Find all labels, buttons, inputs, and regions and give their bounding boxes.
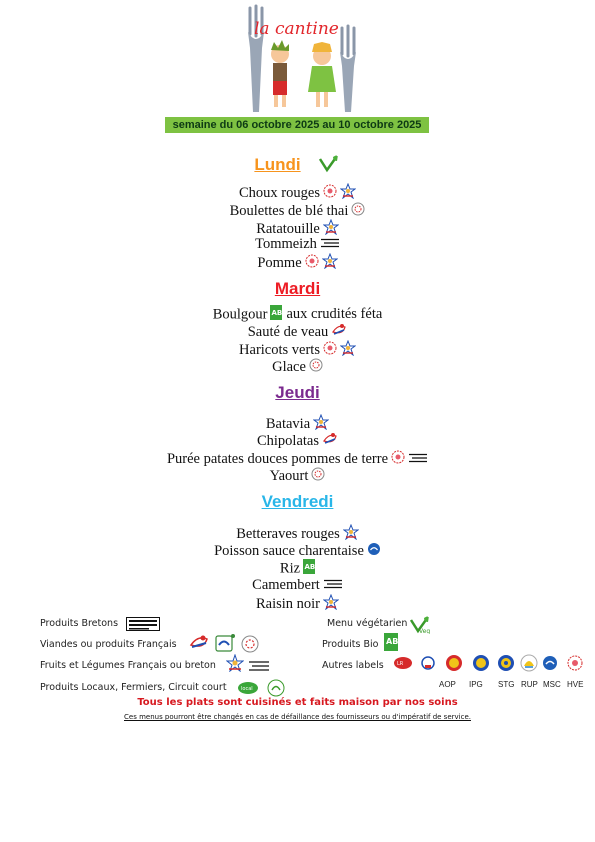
- legend-bio-label: Produits Bio: [322, 639, 379, 650]
- dish-name: Ratatouille: [256, 220, 320, 237]
- dish-name: Raisin noir: [255, 595, 321, 612]
- dish-row: [0, 559, 595, 579]
- legend-fruits-label: Fruits et Légumes Français ou breton: [40, 660, 216, 671]
- svg-text:Veg: Veg: [419, 628, 431, 634]
- breton-products-icon: [408, 451, 428, 468]
- breton-products-icon: [320, 236, 340, 253]
- label-caption: MSC: [543, 680, 561, 689]
- stg-icon: [497, 654, 515, 677]
- legend-autres-label: Autres labels: [322, 660, 384, 671]
- legend-vegetarien-label: Menu végétarien: [327, 618, 408, 629]
- dish-row: [0, 358, 595, 377]
- french-produce-icon: [226, 654, 244, 677]
- day-name: Lundi: [254, 154, 301, 174]
- vegetarian-icon: [317, 153, 341, 178]
- dish-name: Tommeizh: [255, 236, 317, 252]
- french-meat-icon: [322, 432, 338, 451]
- day-heading-lundi: [0, 153, 595, 178]
- label-caption: STG: [498, 680, 515, 689]
- dish-name: Riz: [279, 560, 301, 577]
- dish-name: Haricots verts: [239, 341, 320, 358]
- day-name: Vendredi: [261, 492, 334, 511]
- svg-text:AB: AB: [386, 637, 398, 646]
- vegetarian-icon: [408, 614, 432, 639]
- dish-name: Pomme: [257, 254, 302, 271]
- svg-text:AB: AB: [304, 563, 316, 571]
- dish-row: [0, 236, 595, 253]
- aop-icon: [420, 655, 436, 676]
- dish-row: [0, 577, 595, 594]
- week-banner: semaine du 06 octobre 2025 au 10 octobre 2025: [165, 117, 429, 133]
- svg-text:LR: LR: [397, 661, 404, 667]
- hve-icon: [305, 254, 319, 273]
- homemade-icon: [311, 467, 325, 486]
- svg-text:AB: AB: [271, 309, 283, 317]
- breton-products-icon: [323, 577, 343, 594]
- dish-row: [0, 594, 595, 615]
- legend-viandes-label: Viandes ou produits Français: [40, 639, 177, 650]
- day-heading-jeudi: [0, 383, 595, 403]
- day-heading-vendredi: [0, 492, 595, 512]
- french-produce-icon: [340, 183, 356, 204]
- day-name: Jeudi: [275, 383, 320, 402]
- dish-name: Choux rouges: [239, 184, 320, 201]
- dish-name: Sauté de veau: [247, 323, 329, 340]
- dish-name: Chipolatas: [256, 432, 320, 449]
- label-caption: AOP: [439, 680, 456, 689]
- organic-icon: [303, 559, 315, 579]
- la-cantine-logo: [236, 4, 370, 114]
- rup-icon: [520, 654, 538, 677]
- breton-products-icon: [248, 659, 270, 677]
- dish-name: Purée patates douces pommes de terre: [166, 450, 389, 467]
- dish-name: Poisson sauce charentaise: [214, 542, 364, 559]
- dish-name: Batavia: [265, 415, 311, 432]
- dish-name: Boulettes de blé thai: [229, 202, 349, 219]
- homemade-note: Tous les plats sont cuisinés et faits maison par nos soins: [137, 697, 458, 708]
- label-caption: RUP: [521, 680, 538, 689]
- svg-text:la cantine: la cantine: [254, 19, 339, 39]
- aop-eu-icon: [445, 654, 463, 677]
- french-produce-icon: [323, 594, 339, 615]
- french-meat-icon: [188, 633, 210, 658]
- dish-row: [0, 467, 595, 486]
- hve-icon: [323, 184, 337, 203]
- dish-name: Camembert: [252, 577, 320, 593]
- legend-locaux-label: Produits Locaux, Fermiers, Circuit court: [40, 682, 227, 693]
- disclaimer: Ces menus pourront être changés en cas de défaillance des fournisseurs ou d'impératif de service.: [124, 713, 471, 721]
- dish-name: Betteraves rouges: [236, 525, 340, 542]
- label-caption: HVE: [567, 680, 584, 689]
- homemade-icon: [309, 358, 323, 377]
- msc-icon: [542, 655, 558, 676]
- dish-row: [0, 183, 595, 204]
- dish-name: Glace: [272, 358, 306, 375]
- dish-name: Yaourt: [269, 467, 309, 484]
- igp-icon: [472, 654, 490, 677]
- day-heading-mardi: [0, 279, 595, 299]
- hve-icon: [567, 655, 583, 676]
- dish-name-suffix: aux crudités féta: [286, 306, 383, 323]
- french-produce-icon: [322, 253, 338, 274]
- breton-products-icon: [126, 617, 160, 636]
- label-rouge-icon: [393, 656, 413, 675]
- organic-icon: [270, 305, 282, 325]
- dish-name: Boulgour: [212, 306, 268, 323]
- dish-row: [0, 432, 595, 451]
- legend-bretons-label: Produits Bretons: [40, 618, 119, 629]
- dish-row: [0, 253, 595, 274]
- dish-row: [0, 305, 595, 325]
- organic-icon: [384, 633, 398, 656]
- label-caption: IPG: [469, 680, 483, 689]
- svg-text:local: local: [241, 686, 253, 692]
- day-name: Mardi: [274, 279, 321, 298]
